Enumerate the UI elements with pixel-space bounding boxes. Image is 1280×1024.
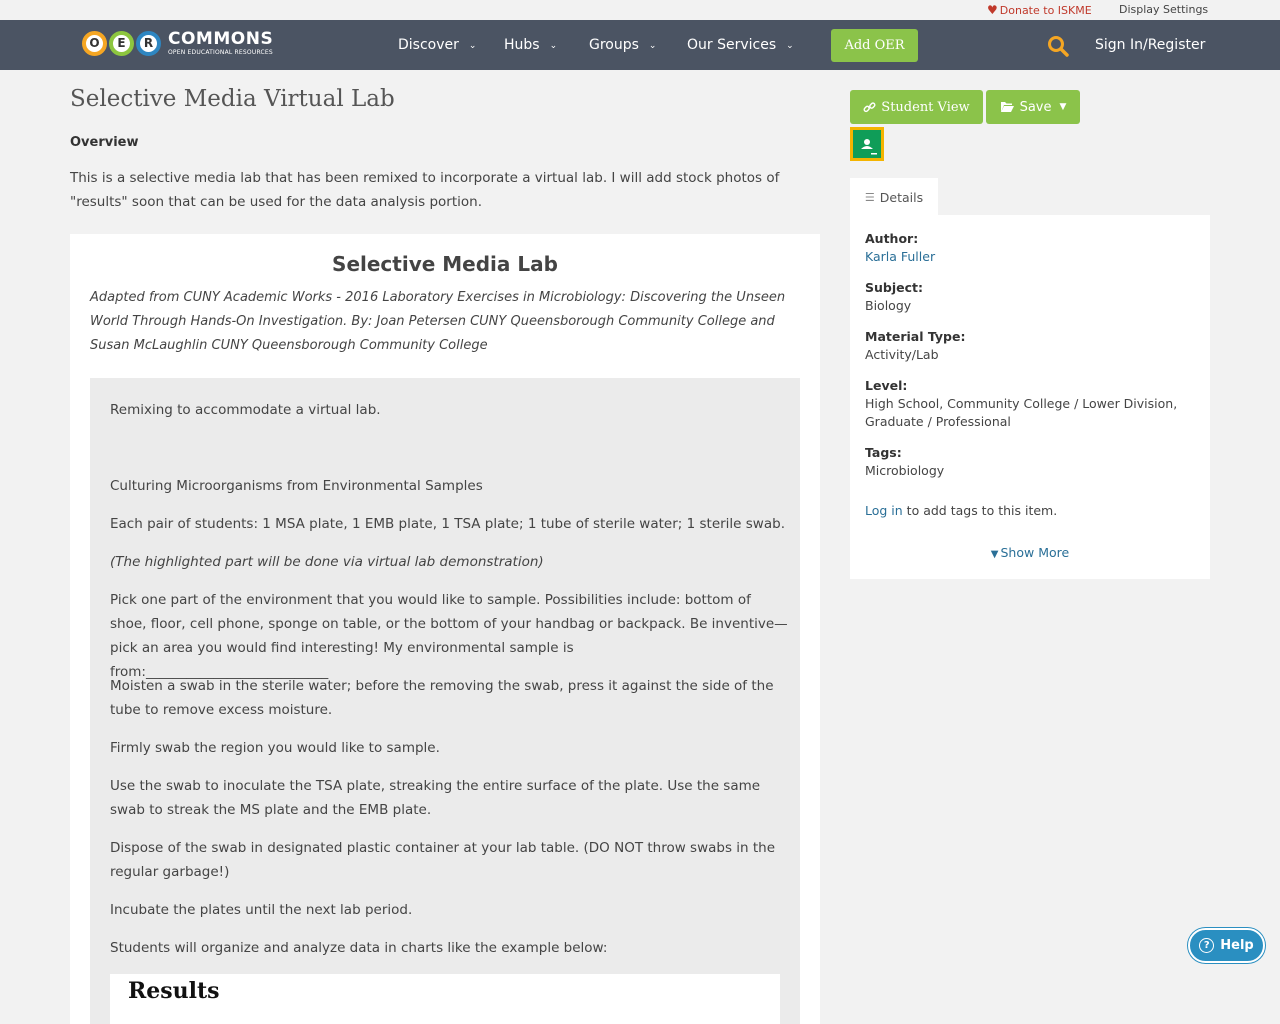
chevron-down-icon: ⌄ xyxy=(786,41,794,51)
paragraph-inoculate: Use the swab to inoculate the TSA plate, streaking the entire surface of the plate. Use the same swab to streak the MS plate and the EMB plate. xyxy=(110,778,761,818)
login-to-tag-line xyxy=(865,503,1057,518)
paragraph-dispose: Dispose of the swab in designated plastic container at your lab table. (DO NOT throw swabs in the regular garbage!) xyxy=(110,840,776,880)
material-type-label: Material Type: xyxy=(865,329,966,344)
nav-hubs[interactable] xyxy=(504,37,557,53)
google-classroom-icon xyxy=(853,130,881,158)
paragraph-materials: Each pair of students: 1 MSA plate, 1 EMB plate, 1 TSA plate; 1 tube of sterile water; 1 sterile swab. xyxy=(110,516,785,532)
show-more-label: Show More xyxy=(1000,545,1070,560)
subject-value: Biology xyxy=(865,298,912,313)
save-button[interactable] xyxy=(986,90,1080,124)
paragraph-incubate: Incubate the plates until the next lab period. xyxy=(110,902,413,918)
tab-details[interactable] xyxy=(850,178,938,216)
donate-label: Donate to ISKME xyxy=(999,4,1092,17)
show-more-link[interactable] xyxy=(850,545,1210,560)
nav-discover[interactable] xyxy=(398,37,476,53)
sign-in-register-link[interactable]: Sign In/Register xyxy=(1095,37,1206,53)
details-tab-label: Details xyxy=(879,189,924,205)
save-label: Save xyxy=(1019,99,1052,115)
paragraph-highlight-note xyxy=(110,550,790,574)
student-view-button[interactable] xyxy=(850,90,983,124)
search-icon[interactable] xyxy=(1047,35,1069,57)
paragraph-moisten-swab: Moisten a swab in the sterile water; before the removing the swab, press it against the side of the tube to remove excess moisture. xyxy=(110,678,774,718)
google-classroom-share-button[interactable] xyxy=(850,127,884,161)
logo-letter-r: R xyxy=(136,31,161,56)
nav-hubs-label: Hubs xyxy=(504,37,540,53)
utility-bar xyxy=(0,0,1280,20)
author-label: Author: xyxy=(865,231,919,246)
paragraph-organize-data: Students will organize and analyze data in charts like the example below: xyxy=(110,940,608,956)
author-link[interactable]: Karla Fuller xyxy=(865,249,936,264)
nav-our-services[interactable] xyxy=(687,37,794,53)
logo-text xyxy=(168,28,274,56)
level-label: Level: xyxy=(865,378,908,393)
display-settings-link[interactable]: Display Settings xyxy=(1119,3,1209,16)
overview-heading: Overview xyxy=(70,135,139,150)
oer-commons-logo[interactable] xyxy=(82,25,273,61)
folder-open-icon xyxy=(1000,101,1015,113)
student-view-label: Student View xyxy=(881,99,970,115)
login-link[interactable]: Log in xyxy=(865,503,903,518)
nav-discover-label: Discover xyxy=(398,37,459,53)
help-button[interactable] xyxy=(1188,928,1265,963)
donate-link[interactable] xyxy=(987,3,1092,17)
chevron-down-icon: ⌄ xyxy=(549,41,558,51)
material-type-value: Activity/Lab xyxy=(865,347,939,362)
heart-icon: ♥ xyxy=(987,3,998,17)
highlight-note-text: (The highlighted part will be done via virtual lab demonstration) xyxy=(110,554,544,570)
results-title: Results xyxy=(128,978,220,1004)
chevron-down-icon: ▼ xyxy=(990,549,999,560)
level-value: High School, Community College / Lower Division, Graduate / Professional xyxy=(865,396,1178,429)
logo-letter-o: O xyxy=(82,31,107,56)
subject-label: Subject: xyxy=(865,280,923,295)
logo-letter-e: E xyxy=(109,31,134,56)
logo-subtitle: OPEN EDUCATIONAL RESOURCES xyxy=(168,48,273,56)
chevron-down-icon: ⌄ xyxy=(468,41,477,51)
help-label: Help xyxy=(1220,938,1254,953)
link-icon xyxy=(863,101,876,114)
list-icon: ☰ xyxy=(864,190,875,204)
nav-our-services-label: Our Services xyxy=(687,37,777,53)
nav-groups[interactable] xyxy=(589,37,656,53)
content-title: Selective Media Lab xyxy=(332,252,558,276)
caret-down-icon: ▼ xyxy=(1059,102,1067,112)
paragraph-pick-environment: Pick one part of the environment that you would like to sample. Possibilities include: bottom of shoe, floor, cell phone, sponge on table, or the bottom of your handbag or backpack. Be inventive—pick an area you would find interesting! My environmental sample is from:___________________________ xyxy=(110,592,788,680)
tags-label: Tags: xyxy=(865,445,902,460)
page-title: Selective Media Virtual Lab xyxy=(70,86,395,112)
add-oer-button[interactable]: Add OER xyxy=(831,29,918,62)
nav-groups-label: Groups xyxy=(589,37,639,53)
chevron-down-icon: ⌄ xyxy=(648,41,657,51)
question-circle-icon: ? xyxy=(1199,938,1214,953)
main-navbar xyxy=(0,20,1280,70)
overview-text: This is a selective media lab that has been remixed to incorporate a virtual lab. I will add stock photos of "results" soon that can be used for the data analysis portion. xyxy=(70,170,780,210)
logo-title: COMMONS xyxy=(168,28,274,49)
paragraph-remix: Remixing to accommodate a virtual lab. xyxy=(110,402,381,418)
adapted-from-text: Adapted from CUNY Academic Works - 2016 Laboratory Exercises in Microbiology: Discovering the Unseen World Through Hands-On Investigation. By: Joan Petersen CUNY Queensborough Community College and Susan McLaughlin CUNY Queensborough Community College xyxy=(90,290,786,353)
paragraph-swab-region: Firmly swab the region you would like to sample. xyxy=(110,740,440,756)
login-suffix: to add tags to this item. xyxy=(902,503,1058,518)
paragraph-culturing: Culturing Microorganisms from Environmental Samples xyxy=(110,478,483,494)
tags-value: Microbiology xyxy=(865,463,945,478)
